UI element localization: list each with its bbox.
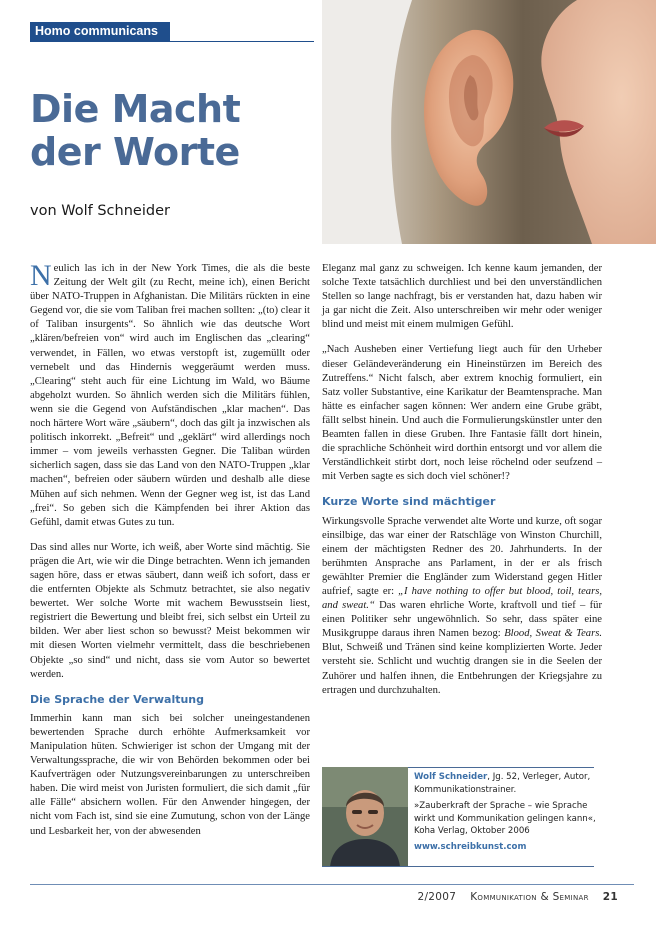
author-website-link[interactable]: www.schreibkunst.com [414,841,527,852]
author-name: Wolf Schneider [414,772,488,782]
issue-number: 2/2007 [417,891,457,903]
author-bio: , Jg. 52, Verleger, Autor, Kommunikationstrainer. [414,772,591,795]
author-info [414,771,596,853]
author-portrait-icon [322,767,408,867]
title-line-2: der Worte [30,130,240,174]
paragraph-churchill [322,515,602,698]
paragraph-intro-text: eulich las ich in der New York Times, die als die beste Zeitung der Welt gilt (zu Recht, meine ich), einen Bericht über NATO-Truppen in Afghanistan. Die Militärs rückten in eine Gegend vor, die sie vom Taliban frei machen sollten: „(to) clear it of Taliban insurgents“. So ähnlich wie das deutsche Wort „klären/befreien von“ wird auch im Englischen das „clearing“ verwendet, in Fällen, wo etwas verstopft ist, zugemüllt oder vernebelt und das Hindernis weggeräumt werden muss. „Clearing“ steht auch für eine Lichtung im Wald, wo Bäume abgeholzt wurden. So ähnlich werden sich die Militärs fühlen, wenn sie die Gegend von Aufständischen „klar machen“. Das noch härtere Wort wäre „säubern“, doch das gilt ja inzwischen als politisch inkorrekt. „Befreit“ und „geklärt“ wird allerdings noch immer – vom jeweils verhassten Gegner. Die Taliban würden sicherlich sagen, dass sie das Land von den NATO-Truppen „klar machen“, befreien oder säubern würden und deshalb alle diese Mühen auf sich nehmen. Wenn der Gegner weg ist, ist das Land „frei“. So geben sich die Kämpfenden bei ihrer Aktion das Gefühl, damit etwas Gutes zu tun. [30,263,310,528]
ear-whisper-illustration [322,0,656,244]
kicker-rule [30,41,314,42]
churchill-quote: „I have nothing to offer but blood, toil, tears, and sweat.“ [322,585,603,612]
author-box-rule-bottom [322,866,594,867]
churchill-text-c: Blut, Schweiß und Tränen sind keine komplizierten Worte. Jeder versteht sie. Schlicht und wuchtig drangen sie in die Seelen der Zuhörer und halfen ihnen, die Entbehrungen der Kriegsjahre zu ertragen und durchzuhalten. [322,642,602,696]
author-box [322,767,594,867]
right-column [322,262,602,709]
byline: von Wolf Schneider [30,203,170,219]
section-kicker: Homo communicans [30,22,170,41]
title-line-1: Die Macht [30,87,241,131]
paragraph-words: Das sind alles nur Worte, ich weiß, aber Worte sind mächtig. Sie prägen die Art, wie wir die Dinge betrachten. Wenn ich jemanden sagen höre, dass er etwas säubert, dann weiß ich sofort, dass er die entfernten Objekte als Schmutz betrachtet, sie also negativ bewertet. Wer solche Worte mit wachem Bewusstsein liest, registriert die Bewertung und bleibt frei, sich selbst ein Urteil zu bilden. Wer aber liest schon so bewusst? Meist bekommen wir mit diesen Worten vielmehr vermittelt, dass die beschriebenen Objekte „so sind“ und nicht, dass sie vom Autor so bewertet werden. [30,541,310,680]
article-title [30,88,310,174]
drop-cap: N [30,259,52,292]
page-footer [417,891,618,903]
magazine-name: Kommunikation & Seminar [470,891,589,903]
left-column [30,259,310,850]
band-name: Blood, Sweat & Tears. [504,628,602,640]
paragraph-beamtensprache: „Nach Ausheben einer Vertiefung liegt auch für den Urheber dieser Geländeveränderung ein Hineinstürzen im Bereich des Zutreffens.“ Nicht falsch, aber extrem knochig formuliert, ein Satz voller Substantive, eine Karikatur der Beamtensprache. Man hätte es einfacher sagen können: Wer andern eine Grube gräbt, fällt selbst hinein. Und auch die Formulierungskünstler unter den Beamten fallen in diese Gruben. Ihre Fantasie fällt dort hinein, die sprachliche Schönheit wird dorthin entsorgt und vor allem die Verständlichkeit stirbt dort, noch leise röchelnd oder seufzend – mit Verben sagte es sich doch viel schöner!? [322,344,602,483]
churchill-text-b: Das waren ehrliche Worte, kraftvoll und tief – für einen Politiker sehr ungewöhnlich. So sehr, dass später eine Musikgruppe daraus ihren Namen bezog: [322,600,602,640]
churchill-text-a: Wirkungsvolle Sprache verwendet alte Worte und kurze, oft sogar einsilbige, das war einer der Ratschläge von Winston Churchill, einem der mächtigsten Redner des 20. Jahrhunderts. In der berühmten Ansprache ans Parlament, in der er als frisch gewählter Premier die Engländer zum Widerstand gegen Hitler aufrief, sagte er: [322,515,602,597]
whisper-photo [322,0,656,244]
subheading-kurze-worte: Kurze Worte sind mächtiger [322,495,496,509]
paragraph-eleganz: Eleganz mal ganz zu schweigen. Ich kenne kaum jemanden, der solche Texte tatsächlich durchliest und bei den unverständlichen Stellen so lange nachfragt, bis er verstanden hat, dazu haben wir ja gar nicht die Zeit. Also unterschreiben wir mehr oder weniger blind und meist mit einem mulmigen Gefühl. [322,263,602,331]
paragraph-intro [30,259,310,530]
author-book: »Zauberkraft der Sprache – wie Sprache wirkt und Kommunikation gelingen kann«, Koha Verlag, Oktober 2006 [414,801,596,836]
author-photo [322,767,408,867]
footer-rule [30,884,634,885]
paragraph-verwaltung: Immerhin kann man sich bei solcher uneingestandenen bewertenden Sprache durch erhöhte Aufmerksamkeit vor Manipulation hüten. Schwieriger ist schon der Umgang mit der Verwaltungssprache, die wir von Behörden bekommen oder bei Kaufverträgen oder Nutzungsvereinbarungen zu unterschreiben haben. Die wird meist von Juristen formuliert, die sich damit „für alle Fälle“ absichern wollen. Für den Anwender hingegen, der nicht vom Fach ist, sind sie eine Zumutung, schon von der Länge und Lesbarkeit her, von der abwesenden [30,712,310,837]
page-number: 21 [602,891,618,903]
subheading-verwaltung: Die Sprache der Verwaltung [30,692,205,706]
